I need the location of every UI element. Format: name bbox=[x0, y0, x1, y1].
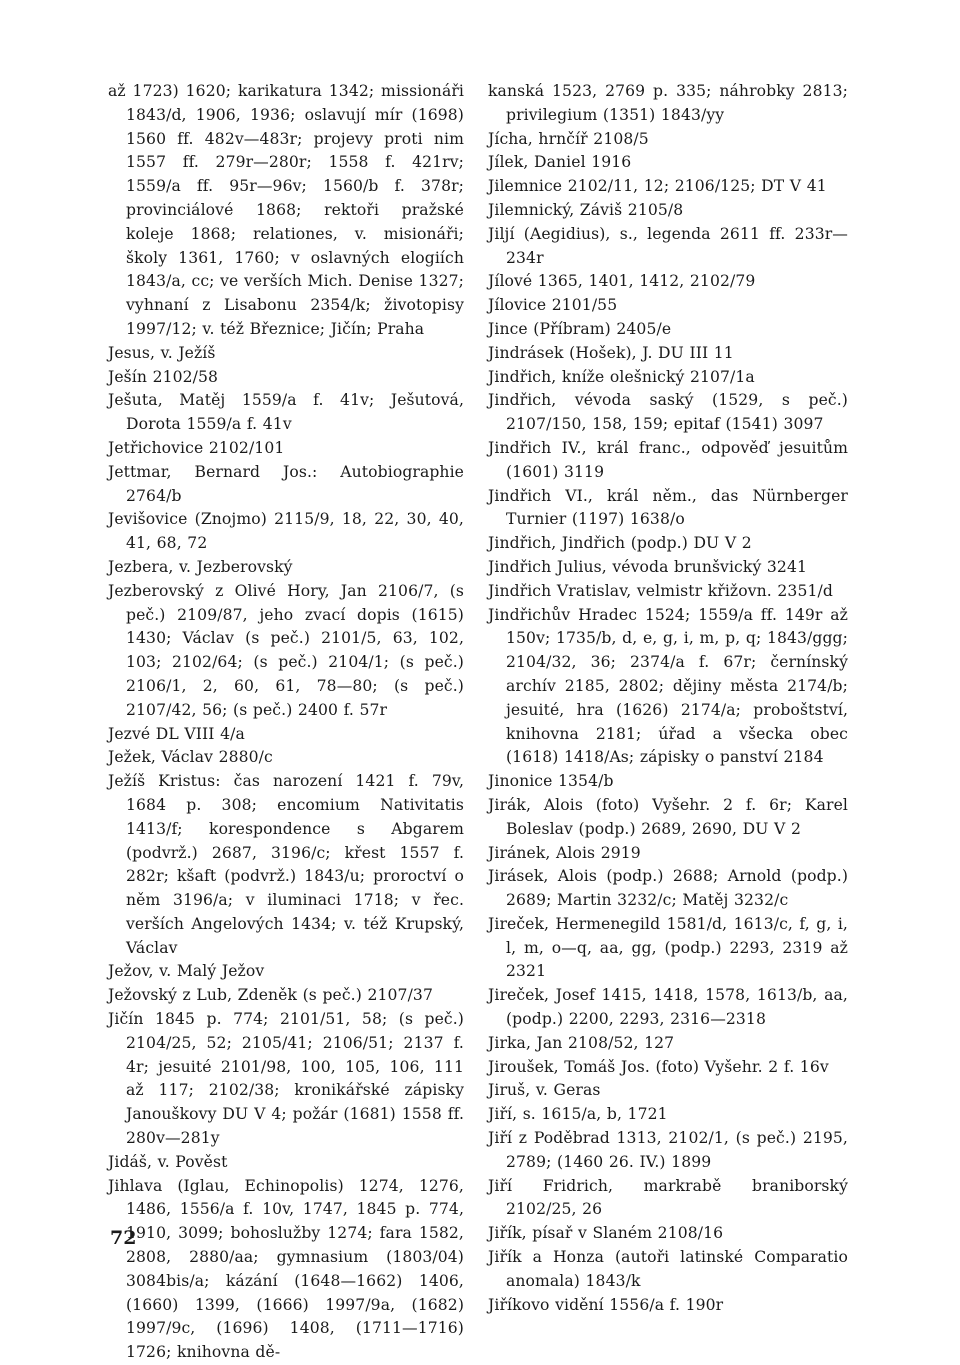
page-number: 72 bbox=[110, 1227, 137, 1249]
index-entry: Jičín 1845 p. 774; 2101/51, 58; (s peč.) 2104/25, 52; 2105/41; 2106/51; 2137 f. 4r; jesuité 2101/98, 100, 105, 106, 111 až 117; 2102/38; kronikářské zápisky Janouškovy DU V 4; požár (1681) 1558 ff. 280v—281y bbox=[108, 1010, 464, 1148]
index-entry: Jiřík, písař v Slaném 2108/16 bbox=[488, 1224, 724, 1243]
index-entry: Jícha, hrnčíř 2108/5 bbox=[488, 129, 649, 148]
index-entry: Jiřík a Honza (autoři latinské Comparatio anomala) 1843/k bbox=[488, 1248, 848, 1290]
index-entry: Jezvé DL VIII 4/a bbox=[108, 724, 245, 743]
index-entry: Jindřich, vévoda saský (1529, s peč.) 2107/150, 158, 159; epitaf (1541) 3097 bbox=[488, 391, 848, 434]
index-entry: Jiříkovo vidění 1556/a f. 190r bbox=[488, 1295, 724, 1314]
index-entry: Jezberovský z Olivé Hory, Jan 2106/7, (s peč.) 2109/87, jeho zvací dopis (1615) 1430; Václav (s peč.) 2101/5, 63, 102, 103; 2102/64; (s peč.) 2104/1; (s peč.) 2106/1, 2, 60, 61, 78—80; (s peč.) 2107/42, 56; (s peč.) 2400 f. 57r bbox=[108, 581, 464, 719]
index-entry: Jindřich, Jindřich (podp.) DU V 2 bbox=[488, 534, 752, 553]
index-entry: Jezbera, v. Jezberovský bbox=[108, 557, 293, 576]
index-entry: Jiruš, v. Geras bbox=[488, 1081, 601, 1100]
index-entry: Jidáš, v. Pověst bbox=[108, 1152, 228, 1171]
index-entry: Jindrásek (Hošek), J. DU III 11 bbox=[488, 343, 734, 362]
index-entry: Ježovský z Lub, Zdeněk (s peč.) 2107/37 bbox=[108, 986, 433, 1005]
index-entry: Jindřich Julius, vévoda brunšvický 3241 bbox=[488, 557, 807, 576]
right-column bbox=[488, 80, 848, 1317]
index-entry: Jinonice 1354/b bbox=[488, 772, 614, 791]
index-entry: kanská 1523, 2769 p. 335; náhrobky 2813; privilegium (1351) 1843/yy bbox=[488, 82, 848, 124]
index-entry: Ježek, Václav 2880/c bbox=[108, 748, 273, 767]
index-entry: Jireček, Hermenegild 1581/d, 1613/c, f, g, i, l, m, o—q, aa, gg, (podp.) 2293, 2319 až 2321 bbox=[488, 914, 848, 981]
index-entry: Ješuta, Matěj 1559/a f. 41v; Ješutová, Dorota 1559/a f. 41v bbox=[108, 391, 464, 434]
index-entry: Jirka, Jan 2108/52, 127 bbox=[488, 1033, 675, 1052]
index-entry: Jilemnice 2102/11, 12; 2106/125; DT V 41 bbox=[488, 177, 827, 196]
index-entry: Jihlava (Iglau, Echinopolis) 1274, 1276, 1486, 1556/a f. 10v, 1747, 1845 p. 774, 1910, 3099; bohoslužby 1274; fara 1582, 2808, 2880/aa; gymnasium (1803/04) 3084bis/a; kázání (1648—1662) 1406, (1660) 1399, (1666) 1997/9a, (1682) 1997/9c, (1696) 1408, (1711—1716) 1726; knihovna dě- bbox=[108, 1176, 464, 1362]
index-entry: Jiří Fridrich, markrabě braniborský 2102/25, 26 bbox=[488, 1176, 848, 1219]
index-entry: Jílové 1365, 1401, 1412, 2102/79 bbox=[488, 272, 756, 291]
index-entry: Jiránek, Alois 2919 bbox=[488, 843, 641, 862]
index-entry: Jettmar, Bernard Jos.: Autobiographie 2764/b bbox=[108, 462, 464, 505]
index-entry: Ježíš Kristus: čas narození 1421 f. 79v, 1684 p. 308; encomium Nativitatis 1413/f; korespondence s Abgarem (podvrž.) 2687, 3196/c; křest 1557 f. 282r; kšaft (podvrž.) 1843/u; proroctví o něm 3196/a; v iluminaci 1718; v řec. verších Angelových 1434; v. též Krupský, Václav bbox=[108, 772, 464, 957]
index-entry: Jesus, v. Ježíš bbox=[108, 343, 216, 362]
index-entry: Jevišovice (Znojmo) 2115/9, 18, 22, 30, 40, 41, 68, 72 bbox=[108, 510, 464, 553]
index-entry: Jetřichovice 2102/101 bbox=[108, 438, 285, 457]
index-entry: Jirák, Alois (foto) Vyšehr. 2 f. 6r; Karel Boleslav (podp.) 2689, 2690, DU V 2 bbox=[488, 795, 848, 838]
index-entry: Jindřichův Hradec 1524; 1559/a ff. 149r až 150v; 1735/b, d, e, g, i, m, p, q; 1843/ggg; 2104/32, 36; 2374/a f. 67r; černínský archív 2185, 2802; dějiny města 2174/b; jesuité, hra (1626) 2174/a; proboštství, knihovna 2181; úřad a všecka obec (1618) 1418/As; zápisky o panství 2184 bbox=[488, 605, 848, 767]
index-entry: Jindřich Vratislav, velmistr křižovn. 2351/d bbox=[488, 581, 833, 600]
left-column bbox=[108, 80, 464, 1365]
index-entry: Jílovice 2101/55 bbox=[488, 296, 618, 315]
index-entry: Ješín 2102/58 bbox=[108, 367, 219, 386]
index-entry: Jiljí (Aegidius), s., legenda 2611 ff. 233r—234r bbox=[488, 224, 848, 267]
index-entry: Jindřich IV., král franc., odpověď jesuitům (1601) 3119 bbox=[488, 438, 848, 481]
index-entry: až 1723) 1620; karikatura 1342; missionáři 1843/d, 1906, 1936; oslavují mír (1698) 1560 ff. 482v—483r; projevy proti nim 1557 ff. 279r—280r; 1558 f. 421rv; 1559/a ff. 95r—96v; 1560/b f. 378r; provinciálové 1868; rektoři pražské koleje 1868; relationes, v. misionáři; školy 1361, 1760; v oslavných elogiích 1843/a, cc; ve verších Mich. Denise 1327; vyhnaní z Lisabonu 2354/k; životopisy 1997/12; v. též Březnice; Jičín; Praha bbox=[108, 82, 464, 338]
index-entry: Jireček, Josef 1415, 1418, 1578, 1613/b, aa, (podp.) 2200, 2293, 2316—2318 bbox=[488, 986, 848, 1029]
index-entry: Jiří, s. 1615/a, b, 1721 bbox=[488, 1105, 668, 1124]
index-entry: Jirásek, Alois (podp.) 2688; Arnold (podp.) 2689; Martin 3232/c; Matěj 3232/c bbox=[488, 867, 848, 910]
index-entry: Jindřich, kníže olešnický 2107/1a bbox=[488, 367, 755, 386]
index-entry: Jílek, Daniel 1916 bbox=[488, 153, 632, 172]
index-entry: Jiří z Poděbrad 1313, 2102/1, (s peč.) 2195, 2789; (1460 26. IV.) 1899 bbox=[488, 1129, 848, 1171]
index-entry: Jiroušek, Tomáš Jos. (foto) Vyšehr. 2 f. 16v bbox=[488, 1057, 829, 1076]
index-entry: Jilemnický, Záviš 2105/8 bbox=[488, 200, 684, 219]
index-entry: Ježov, v. Malý Ježov bbox=[108, 962, 265, 981]
index-entry: Jindřich VI., král něm., das Nürnberger Turnier (1197) 1638/o bbox=[488, 486, 848, 529]
index-entry: Jince (Příbram) 2405/e bbox=[488, 319, 672, 338]
